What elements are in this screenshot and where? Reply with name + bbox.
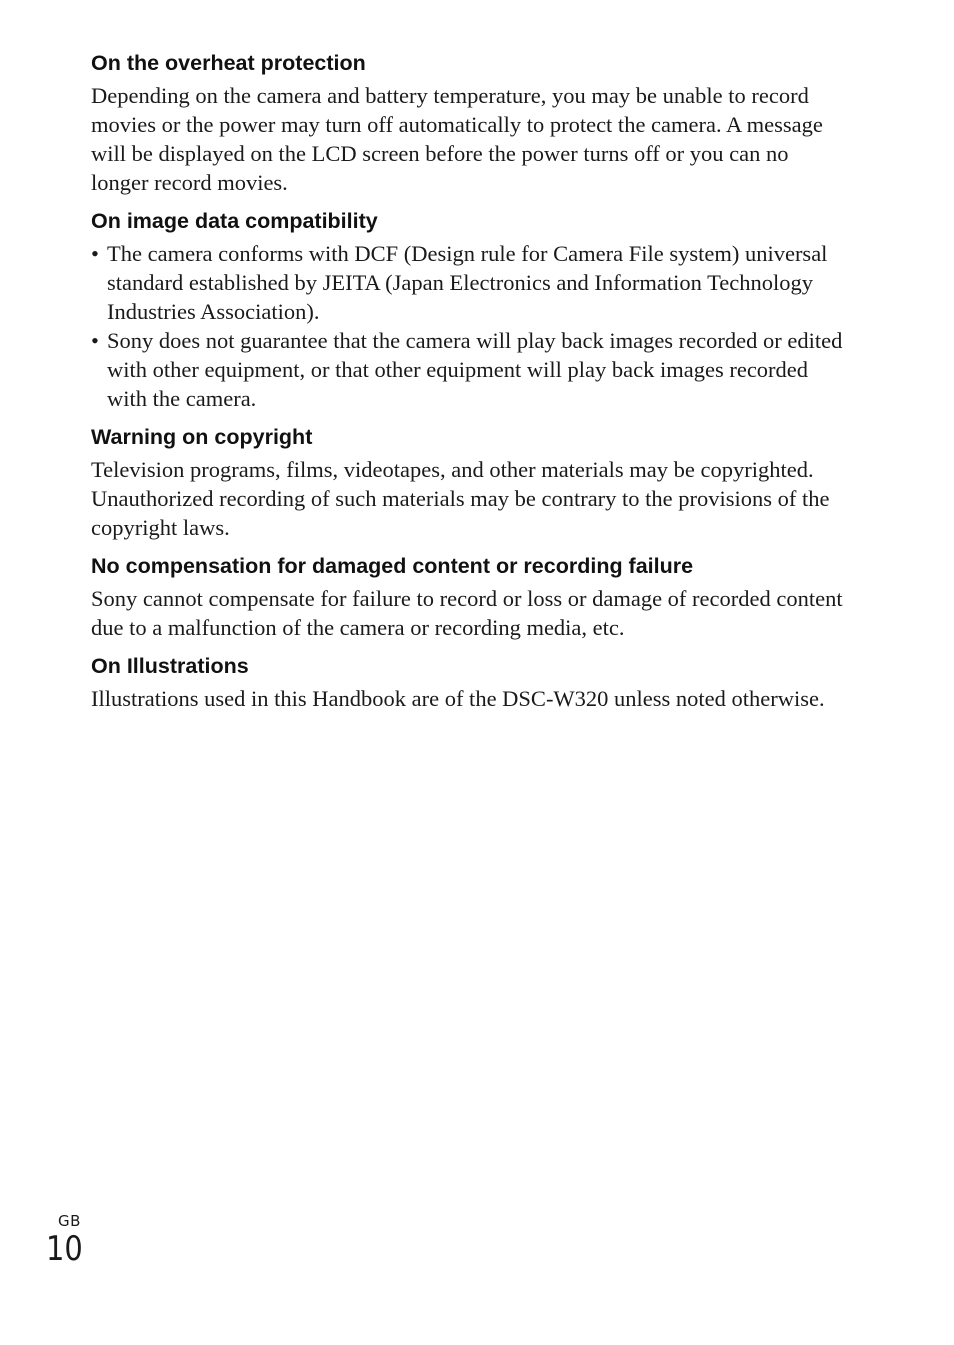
- list-item: [91, 326, 851, 413]
- section-body: Television programs, films, videotapes, and other materials may be copyrighted. Unauthorized recording of such materials may be contrary to the provisions of the copyright laws.: [91, 457, 830, 540]
- section-body: Depending on the camera and battery temperature, you may be unable to record movies or the power may turn off automatically to protect the camera. A message will be displayed on the LCD screen before the power turns off or you can no longer record movies.: [91, 83, 823, 195]
- section-no-compensation: [91, 552, 851, 642]
- page-number: 10: [46, 1229, 83, 1269]
- page-content: [91, 49, 851, 723]
- section-heading: No compensation for damaged content or recording failure: [91, 554, 694, 578]
- section-body: Sony cannot compensate for failure to record or loss or damage of recorded content due to a malfunction of the camera or recording media, etc.: [91, 586, 843, 640]
- section-overheat-protection: [91, 49, 851, 197]
- section-warning-copyright: [91, 423, 851, 542]
- list-item-text: The camera conforms with DCF (Design rule for Camera File system) universal standard established by JEITA (Japan Electronics and Information Technology Industries Association).: [107, 241, 828, 324]
- section-body: Illustrations used in this Handbook are of the DSC-W320 unless noted otherwise.: [91, 686, 825, 711]
- bullet-icon: •: [91, 241, 99, 266]
- list-item-text: Sony does not guarantee that the camera will play back images recorded or edited with other equipment, or that other equipment will play back images recorded with the camera.: [107, 328, 843, 411]
- section-heading: Warning on copyright: [91, 425, 313, 449]
- region-code: GB: [58, 1212, 81, 1230]
- page-footer: [46, 1212, 106, 1268]
- section-heading: On Illustrations: [91, 654, 249, 678]
- bullet-icon: •: [91, 328, 99, 353]
- bullet-list: [91, 239, 851, 413]
- section-heading: On image data compatibility: [91, 209, 378, 233]
- section-heading: On the overheat protection: [91, 51, 366, 75]
- section-illustrations: [91, 652, 851, 713]
- list-item: [91, 239, 851, 326]
- section-image-data-compatibility: [91, 207, 851, 413]
